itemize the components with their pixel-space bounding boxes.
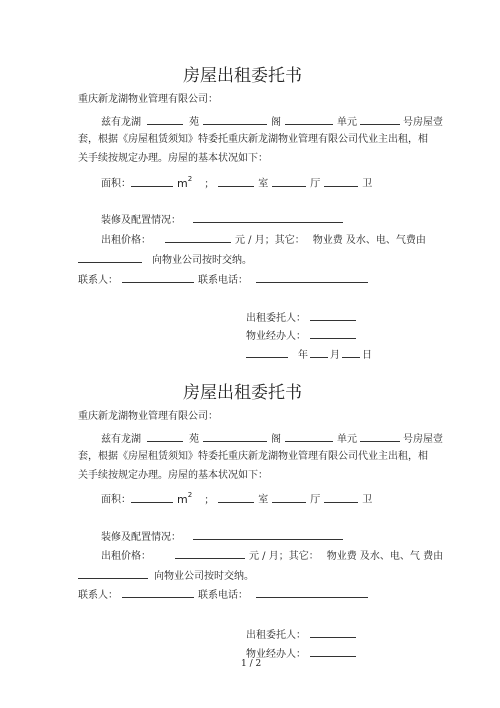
form1-area-blank[interactable] xyxy=(131,176,173,187)
form2-price-line: 出租价格： 元 / 月；其它： 物业费 及水、电、气 费由 xyxy=(101,548,443,563)
form1-contact-line: 联系人： 联系电话： xyxy=(78,272,368,287)
form1-price-line: 出租价格： 元 / 月；其它： 物业费 及水、电、气费由 xyxy=(101,232,426,247)
form1-garden-blank[interactable] xyxy=(147,114,183,125)
form1-unit-blank[interactable] xyxy=(285,114,333,125)
form1-payer-blank[interactable] xyxy=(78,252,142,263)
form2-payer-blank[interactable] xyxy=(78,568,148,579)
form2-unit-blank[interactable] xyxy=(285,431,333,442)
form2-title: 房屋出租委托书 xyxy=(183,383,302,403)
form1-body-line3: 关手续按规定办理。房屋的基本状况如下： xyxy=(78,153,268,164)
form1-agent-blank[interactable] xyxy=(310,328,356,339)
form1-title: 房屋出租委托书 xyxy=(183,66,302,86)
form1-baths-blank[interactable] xyxy=(324,176,358,187)
form1-addressee: 重庆新龙湖物业管理有限公司： xyxy=(78,94,218,105)
form1-entruster-line: 出租委托人： xyxy=(246,310,356,325)
form2-garden-blank[interactable] xyxy=(147,431,183,442)
form2-price-blank[interactable] xyxy=(175,548,245,559)
form1-halls-blank[interactable] xyxy=(272,176,306,187)
form1-rooms-blank[interactable] xyxy=(218,176,254,187)
form2-entruster-line: 出租委托人： xyxy=(246,627,356,642)
form2-rooms-blank[interactable] xyxy=(218,492,254,503)
form2-area-line: 面积： $m^2$ ； 室 厅 卫 xyxy=(101,491,373,506)
form1-decoration-line: 装修及配置情况： xyxy=(101,212,343,227)
form2-contact-line: 联系人： 联系电话： xyxy=(78,587,368,602)
form2-contact-phone-blank[interactable] xyxy=(256,587,368,598)
form1-area-line: 面积： $m^2$ ； 室 厅 卫 xyxy=(101,175,373,190)
form1-month-blank[interactable] xyxy=(310,347,328,358)
form2-area-blank[interactable] xyxy=(131,492,173,503)
form2-addressee: 重庆新龙湖物业管理有限公司： xyxy=(78,411,218,422)
form1-price-blank[interactable] xyxy=(165,232,231,243)
form2-halls-blank[interactable] xyxy=(272,492,306,503)
form1-agent-line: 物业经办人： xyxy=(246,328,356,343)
form1-intro-line: 兹有龙湖 苑 阁 单元 号房屋壹 xyxy=(101,114,443,129)
form2-body-line2: 套，根据《房屋租赁须知》特委托重庆新龙湖物业管理有限公司代业主出租，相 xyxy=(78,451,428,462)
form2-room-number-blank[interactable] xyxy=(360,431,400,442)
form2-entruster-blank[interactable] xyxy=(310,627,356,638)
form1-entruster-blank[interactable] xyxy=(310,310,356,321)
form2-decoration-blank[interactable] xyxy=(193,529,343,540)
form2-agent-line: 物业经办人： xyxy=(246,646,356,661)
form1-date-line: 年 月 日 xyxy=(246,347,372,362)
form1-day-blank[interactable] xyxy=(342,347,360,358)
form1-decoration-blank[interactable] xyxy=(193,212,343,223)
form1-year-blank[interactable] xyxy=(246,347,288,358)
page-indicator: 1 / 2 xyxy=(241,659,262,669)
form2-intro-line: 兹有龙湖 苑 阁 单元 号房屋壹 xyxy=(101,431,443,446)
form2-body-line3: 关手续按规定办理。房屋的基本状况如下： xyxy=(78,470,268,481)
form1-building-blank[interactable] xyxy=(203,114,267,125)
form2-building-blank[interactable] xyxy=(203,431,267,442)
form1-room-number-blank[interactable] xyxy=(360,114,400,125)
form2-agent-blank[interactable] xyxy=(310,646,356,657)
form2-pay-line: 向物业公司按时交纳。 xyxy=(78,568,254,583)
form1-contact-phone-blank[interactable] xyxy=(256,272,368,283)
form2-contact-person-blank[interactable] xyxy=(122,587,194,598)
form1-contact-person-blank[interactable] xyxy=(122,272,194,283)
form1-pay-line: 向物业公司按时交纳。 xyxy=(78,252,252,267)
form2-baths-blank[interactable] xyxy=(324,492,358,503)
form1-body-line2: 套，根据《房屋租赁须知》特委托重庆新龙湖物业管理有限公司代业主出租，相 xyxy=(78,134,428,145)
form2-decoration-line: 装修及配置情况： xyxy=(101,529,343,544)
